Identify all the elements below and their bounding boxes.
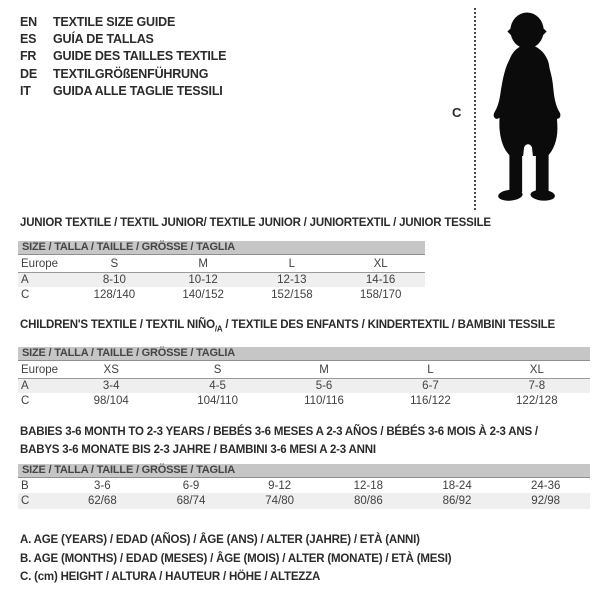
title-part: / TEXTILE DES ENFANTS / KINDERTEXTIL / BAMBINI TESSILE — [222, 319, 555, 331]
title-subscript: /A — [214, 324, 223, 334]
table-cell: 10-12 — [188, 274, 218, 286]
language-code: IT — [20, 83, 31, 98]
table-cell: 3-4 — [102, 380, 120, 392]
table-cell: 116/122 — [410, 395, 451, 407]
table-cell: 12-18 — [353, 479, 384, 492]
table-cell: 152/158 — [271, 289, 313, 301]
language-title: GUÍA DE TALLAS — [53, 32, 154, 47]
language-title: TEXTILE SIZE GUIDE — [53, 15, 176, 29]
table-cell: 14-16 — [365, 274, 396, 286]
language-code: FR — [20, 49, 37, 64]
language-row — [20, 48, 226, 65]
babies-size-table — [18, 464, 590, 509]
table-cell: 9-12 — [268, 479, 292, 492]
table-cell: 5-6 — [315, 380, 333, 392]
table-cell: 74/80 — [265, 495, 295, 507]
table-cell: 128/140 — [93, 289, 136, 301]
row-label: B — [21, 479, 29, 492]
table-cell: 104/110 — [197, 395, 238, 407]
language-row — [20, 31, 226, 48]
table-cell: 80/86 — [353, 495, 383, 507]
row-label: C — [21, 395, 30, 407]
footnote-height-cm: C. (cm) HEIGHT / ALTURA / HAUTEUR / HÖHE / ALTEZZA — [20, 571, 321, 584]
section-title-children — [20, 319, 555, 333]
table-cell: 12-13 — [277, 274, 307, 286]
column-header: XL — [529, 363, 544, 376]
language-list — [20, 14, 226, 100]
height-measure-dotted-line — [474, 8, 476, 210]
row-label: C — [21, 495, 30, 507]
title-part: CHILDREN'S TEXTILE / TEXTIL NIÑO — [20, 319, 215, 331]
section-title-babies-line1: BABIES 3-6 MONTH TO 2-3 YEARS / BEBÉS 3-6 MESES A 2-3 AÑOS / BÉBÉS 3-6 MOIS À 2-3 ANS / — [20, 426, 538, 438]
table-cell: 86/92 — [442, 495, 472, 507]
table-cell: 6-9 — [182, 479, 200, 492]
table-row — [18, 287, 425, 303]
column-header: M — [319, 363, 329, 376]
row-label: A — [21, 274, 29, 286]
row-label: A — [21, 380, 29, 392]
table-cell: 158/170 — [359, 289, 402, 301]
column-header: S — [110, 257, 119, 270]
table-row — [18, 493, 590, 509]
table-cell: 6-7 — [422, 380, 439, 392]
table-cell: 24-36 — [530, 479, 561, 492]
column-header-row — [18, 361, 590, 379]
language-code: ES — [20, 32, 37, 47]
column-header: XS — [103, 363, 119, 376]
table-cell: 122/128 — [516, 395, 558, 407]
table-cell: 68/74 — [176, 495, 206, 507]
children-size-table — [18, 347, 590, 409]
region-label: Europe — [21, 257, 59, 270]
table-row — [18, 379, 590, 393]
table-cell: 98/104 — [93, 395, 129, 407]
language-title: GUIDA ALLE TAGLIE TESSILI — [53, 83, 223, 98]
table-cell: 4-5 — [209, 380, 226, 392]
table-row — [18, 478, 590, 493]
table-cell: 140/152 — [182, 289, 224, 301]
table-row — [18, 273, 425, 287]
size-header-bar: SIZE / TALLA / TAILLE / GRÖSSE / TAGLIA — [18, 464, 590, 478]
footnote-age-years: A. AGE (YEARS) / EDAD (AÑOS) / ÂGE (ANS) / ALTER (JAHRE) / ETÀ (ANNI) — [20, 534, 420, 546]
table-cell: 92/98 — [531, 495, 561, 507]
column-header: L — [288, 257, 296, 270]
section-title-babies-line2: BABYS 3-6 MONATE BIS 2-3 JAHRE / BAMBINI 3-6 MESI A 2-3 ANNI — [20, 444, 376, 456]
footnote-age-months: B. AGE (MONTHS) / EDAD (MESES) / ÂGE (MOIS) / ALTER (MONATE) / ETÀ (MESI) — [20, 552, 452, 565]
language-title: TEXTILGRÖßENFÜHRUNG — [53, 66, 209, 81]
height-measure-label: C — [452, 105, 462, 120]
language-title: GUIDE DES TAILLES TEXTILE — [53, 49, 227, 64]
table-row — [18, 393, 590, 409]
table-cell: 3-6 — [94, 479, 111, 492]
size-header-bar: SIZE / TALLA / TAILLE / GRÖSSE / TAGLIA — [18, 347, 590, 361]
table-cell: 110/116 — [304, 395, 344, 407]
toddler-silhouette-icon — [480, 9, 578, 207]
column-header: S — [213, 363, 222, 376]
column-header-row — [18, 255, 425, 273]
size-header-bar: SIZE / TALLA / TAILLE / GRÖSSE / TAGLIA — [18, 241, 425, 255]
junior-size-table — [18, 241, 425, 303]
language-row — [20, 66, 226, 83]
language-code: EN — [20, 15, 37, 29]
row-label: C — [21, 289, 30, 301]
language-row — [20, 83, 226, 100]
footnotes — [20, 531, 451, 587]
table-cell: 18-24 — [442, 479, 472, 492]
table-cell: 62/68 — [87, 495, 117, 507]
column-header: XL — [373, 257, 388, 270]
region-label: Europe — [21, 363, 59, 376]
section-title-junior: JUNIOR TEXTILE / TEXTIL JUNIOR/ TEXTILE JUNIOR / JUNIORTEXTIL / JUNIOR TESSILE — [20, 217, 491, 229]
column-header: M — [198, 257, 208, 270]
table-cell: 7-8 — [528, 380, 546, 392]
language-code: DE — [20, 66, 37, 81]
column-header: L — [427, 363, 434, 376]
language-row — [20, 14, 226, 31]
table-cell: 8-10 — [102, 274, 126, 286]
